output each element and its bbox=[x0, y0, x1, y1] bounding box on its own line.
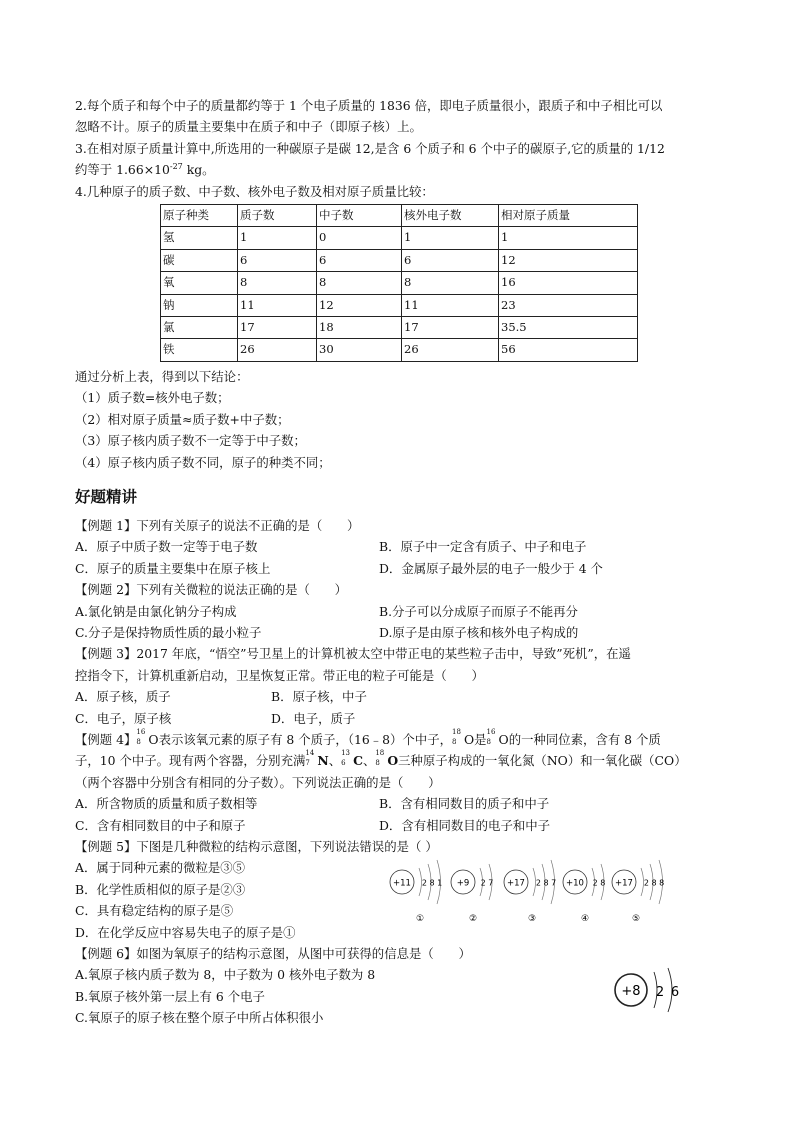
question-text: 表示该氧元素的原子有 8 个质子，（16﹣8）个中子， bbox=[158, 731, 452, 747]
example-2-options-row-1 bbox=[75, 601, 735, 622]
table-header: 相对原子质量 bbox=[499, 205, 638, 227]
option-a: A．属于同种元素的微粒是③⑤ bbox=[75, 860, 246, 876]
element-symbol: O bbox=[463, 731, 475, 747]
option-a: A.氧原子核内质子数为 8，中子数为 0 核外电子数为 8 bbox=[75, 967, 376, 983]
conclusion-item: （3）原子核内质子数不一定等于中子数； bbox=[75, 433, 306, 449]
element-symbol: N bbox=[317, 753, 329, 769]
table-cell: 铁 bbox=[161, 339, 238, 361]
oxygen-atom-diagram bbox=[610, 962, 690, 1018]
table-cell: 氢 bbox=[161, 227, 238, 249]
table-header: 质子数 bbox=[238, 205, 317, 227]
point-2-line-1: 2.每个质子和每个中子的质量都约等于 1 个电子质量的 1836 倍，即电子质量很小，跟质子和中子相比可以 bbox=[75, 98, 663, 113]
mass-number: 18 bbox=[375, 749, 385, 758]
table-cell: 16 bbox=[499, 272, 638, 294]
option-c: C．原子的质量主要集中在原子核上 bbox=[75, 560, 271, 576]
option-b: B．化学性质相似的原子是②③ bbox=[75, 881, 246, 897]
option-c: C．电子，原子核 bbox=[75, 710, 172, 726]
particle-index: ③ bbox=[527, 914, 537, 924]
table-cell: 钠 bbox=[161, 294, 238, 316]
table-cell: 11 bbox=[402, 294, 499, 316]
nucleus-charge: +8 bbox=[621, 984, 641, 999]
atomic-number: 8 bbox=[451, 737, 457, 746]
table-cell: 8 bbox=[317, 272, 402, 294]
atomic-number: 7 bbox=[305, 759, 310, 768]
table-cell: 6 bbox=[402, 249, 499, 271]
option-b: B.氧原子核外第一层上有 6 个电子 bbox=[75, 988, 265, 1004]
particle-index: ⑤ bbox=[631, 914, 641, 924]
example-3-options-row-2 bbox=[75, 708, 735, 729]
table-row bbox=[161, 272, 638, 294]
question-text: 下图是几种微粒的结构示意图，下列说法错误的是（ ） bbox=[136, 839, 438, 854]
table-cell: 17 bbox=[402, 317, 499, 339]
table-cell: 26 bbox=[402, 339, 499, 361]
particle-index: ① bbox=[415, 914, 425, 924]
option-b: B．原子中一定含有质子、中子和电子 bbox=[379, 539, 587, 555]
shell-electrons: 2 8 7 bbox=[535, 878, 557, 888]
option-c: C.氧原子的原子核在整个原子中所占体积很小 bbox=[75, 1010, 324, 1026]
particle-index: ② bbox=[468, 914, 478, 924]
example-4-options-row-2 bbox=[75, 815, 735, 836]
example-2-options-row-2 bbox=[75, 622, 735, 643]
point-2-line-2: 忽略不计。原子的质量主要集中在质子和中子（即原子核）上。 bbox=[75, 119, 422, 135]
question-text: 如图为氧原子的结构示意图，从图中可获得的信息是（ ） bbox=[136, 946, 471, 962]
example-1-options-row-1 bbox=[75, 536, 735, 557]
atomic-number: 8 bbox=[136, 737, 141, 746]
example-label: 【例题 1】 bbox=[75, 517, 137, 533]
example-label: 【例题 2】 bbox=[75, 582, 137, 598]
mass-number: 14 bbox=[305, 749, 315, 758]
isotope-o16-notation bbox=[136, 727, 148, 746]
shell-electrons: 2 8 8 bbox=[643, 878, 665, 888]
table-cell: 56 bbox=[499, 339, 638, 361]
mass-number: 16 bbox=[486, 727, 496, 736]
element-symbol: C bbox=[353, 753, 363, 769]
particle-diagram bbox=[504, 860, 556, 924]
question-text: 的一种同位素，含有 8 个质 bbox=[508, 731, 661, 747]
mass-exponent: -27 bbox=[169, 162, 183, 172]
particle-diagram bbox=[563, 864, 605, 924]
example-3-options-row-1 bbox=[75, 686, 735, 707]
option-a: A．所含物质的质量和质子数相等 bbox=[75, 796, 258, 812]
option-b: B．含有相同数目的质子和中子 bbox=[379, 796, 550, 812]
table-cell: 氯 bbox=[161, 317, 238, 339]
example-1-options-row-2 bbox=[75, 558, 735, 579]
conclusion-item: （4）原子核内质子数不同，原子的种类不同； bbox=[75, 454, 331, 470]
table-cell: 17 bbox=[238, 317, 317, 339]
mass-value: 约等于 1.66×10 bbox=[75, 162, 170, 178]
option-a: A．原子核，质子 bbox=[75, 689, 171, 705]
nucleus-charge: +10 bbox=[566, 878, 584, 889]
example-label: 【例题 5】 bbox=[75, 839, 137, 854]
element-symbol: O bbox=[148, 731, 159, 747]
table-cell: 氧 bbox=[161, 272, 238, 294]
table-cell: 1 bbox=[499, 227, 638, 249]
isotope-c13-notation bbox=[341, 749, 353, 768]
table-row bbox=[161, 317, 638, 339]
nucleus-charge: +17 bbox=[615, 878, 633, 889]
particle-diagram bbox=[451, 864, 493, 924]
option-c: C.分子是保持物质性质的最小粒子 bbox=[75, 624, 262, 640]
point-3-line-1: 3.在相对原子质量计算中,所选用的一种碳原子是碳 12,是含 6 个质子和 6 个中子的碳原子,它的质量的 1/12 bbox=[75, 140, 665, 156]
atomic-number: 8 bbox=[375, 759, 380, 768]
shell-electrons: 2 8 1 bbox=[421, 878, 443, 888]
particle-structure-diagrams bbox=[388, 850, 688, 926]
shell-electrons: 2 8 bbox=[592, 878, 606, 888]
isotope-o18-notation bbox=[375, 749, 387, 768]
table-header-row bbox=[161, 205, 638, 227]
atom-comparison-table bbox=[160, 204, 638, 362]
table-row bbox=[161, 294, 638, 316]
example-label: 【例题 4】 bbox=[75, 731, 137, 747]
table-cell: 0 bbox=[317, 227, 402, 249]
separator: 、 bbox=[362, 753, 376, 769]
particle-index: ④ bbox=[580, 914, 590, 924]
option-a: A.氯化钠是由氯化钠分子构成 bbox=[75, 603, 237, 619]
option-d: D.原子是由原子核和核外电子构成的 bbox=[379, 624, 579, 640]
mass-number: 18 bbox=[451, 727, 461, 736]
mass-number: 16 bbox=[136, 727, 146, 736]
example-label: 【例题 3】 bbox=[75, 646, 137, 662]
shell-1-electrons: 2 bbox=[655, 985, 665, 1000]
question-text: 下列有关原子的说法不正确的是（ ） bbox=[136, 517, 360, 533]
example-4-stem-2 bbox=[75, 750, 735, 771]
point-4-line: 4.几种原子的质子数、中子数、核外电子数及相对原子质量比较： bbox=[75, 183, 434, 199]
table-cell: 碳 bbox=[161, 249, 238, 271]
example-4-stem-3: （两个容器中分别含有相同的分子数）。下列说法正确的是（ ） bbox=[75, 774, 441, 790]
option-b: B.分子可以分成原子而原子不能再分 bbox=[379, 603, 578, 619]
particle-diagram bbox=[390, 860, 442, 924]
option-b: B．原子核，中子 bbox=[271, 689, 367, 705]
table-cell: 35.5 bbox=[499, 317, 638, 339]
isotope-o16-notation bbox=[486, 727, 499, 746]
shell-2-electrons: 6 bbox=[670, 985, 680, 1000]
example-1-stem bbox=[75, 515, 735, 536]
table-cell: 30 bbox=[317, 339, 402, 361]
table-row bbox=[161, 227, 638, 249]
particle-diagram bbox=[612, 860, 664, 924]
option-d: D．含有相同数目的电子和中子 bbox=[379, 817, 551, 833]
table-header: 中子数 bbox=[317, 205, 402, 227]
example-4-options-row-1 bbox=[75, 793, 735, 814]
conclusion-item: （2）相对原子质量≈质子数+中子数； bbox=[75, 411, 290, 427]
table-cell: 12 bbox=[317, 294, 402, 316]
example-2-stem bbox=[75, 579, 735, 600]
table-cell: 12 bbox=[499, 249, 638, 271]
example-label: 【例题 6】 bbox=[75, 946, 137, 962]
question-text: 是 bbox=[474, 731, 487, 747]
shell-electrons: 2 7 bbox=[480, 878, 494, 888]
question-text: 下列有关微粒的说法正确的是（ ） bbox=[136, 582, 348, 598]
atomic-number: 8 bbox=[486, 737, 492, 746]
table-header: 核外电子数 bbox=[402, 205, 499, 227]
example-4-stem-1 bbox=[75, 729, 735, 750]
separator: 、 bbox=[328, 753, 342, 769]
question-text: 2017 年底，“悟空”号卫星上的计算机被太空中带正电的某些粒子击中，导致”死机”，在遥 bbox=[136, 646, 631, 662]
option-d: D．金属原子最外层的电子一般少于 4 个 bbox=[379, 560, 603, 576]
option-c: C．含有相同数目的中子和原子 bbox=[75, 817, 246, 833]
table-header: 原子种类 bbox=[161, 205, 238, 227]
option-d: D．在化学反应中容易失电子的原子是① bbox=[75, 924, 296, 940]
mass-number: 13 bbox=[341, 749, 350, 758]
nucleus-charge: +17 bbox=[507, 878, 525, 889]
nucleus-charge: +11 bbox=[393, 878, 411, 889]
table-cell: 1 bbox=[402, 227, 499, 249]
table-cell: 1 bbox=[238, 227, 317, 249]
option-c: C．具有稳定结构的原子是⑤ bbox=[75, 903, 234, 919]
isotope-o18-notation bbox=[451, 727, 464, 746]
table-cell: 6 bbox=[238, 249, 317, 271]
atomic-number: 6 bbox=[341, 759, 346, 768]
element-symbol: O bbox=[387, 753, 399, 769]
option-a: A．原子中质子数一定等于电子数 bbox=[75, 539, 258, 555]
point-3-line-2 bbox=[75, 159, 735, 180]
mass-unit: kg。 bbox=[182, 162, 215, 178]
example-3-stem-1 bbox=[75, 643, 735, 664]
conclusion-lead: 通过分析上表，得到以下结论： bbox=[75, 368, 249, 384]
table-cell: 8 bbox=[238, 272, 317, 294]
element-symbol: O bbox=[498, 731, 509, 747]
table-cell: 6 bbox=[317, 249, 402, 271]
question-text: 三种原子构成的一氧化氮（NO）和一氧化碳（CO） bbox=[398, 753, 687, 769]
table-cell: 18 bbox=[317, 317, 402, 339]
table-row bbox=[161, 339, 638, 361]
isotope-n14-notation bbox=[305, 749, 317, 768]
table-cell: 11 bbox=[238, 294, 317, 316]
section-title: 好题精讲 bbox=[75, 487, 138, 506]
question-text: 子，10 个中子。现有两个容器，分别充满 bbox=[75, 753, 306, 769]
nucleus-charge: +9 bbox=[456, 878, 470, 889]
table-cell: 26 bbox=[238, 339, 317, 361]
table-cell: 23 bbox=[499, 294, 638, 316]
table-row bbox=[161, 249, 638, 271]
example-3-stem-2: 控指令下，计算机重新启动，卫星恢复正常。带正电的粒子可能是（ ） bbox=[75, 667, 484, 683]
conclusion-item: （1）质子数=核外电子数； bbox=[75, 390, 230, 406]
table-cell: 8 bbox=[402, 272, 499, 294]
option-d: D．电子，质子 bbox=[271, 710, 356, 726]
